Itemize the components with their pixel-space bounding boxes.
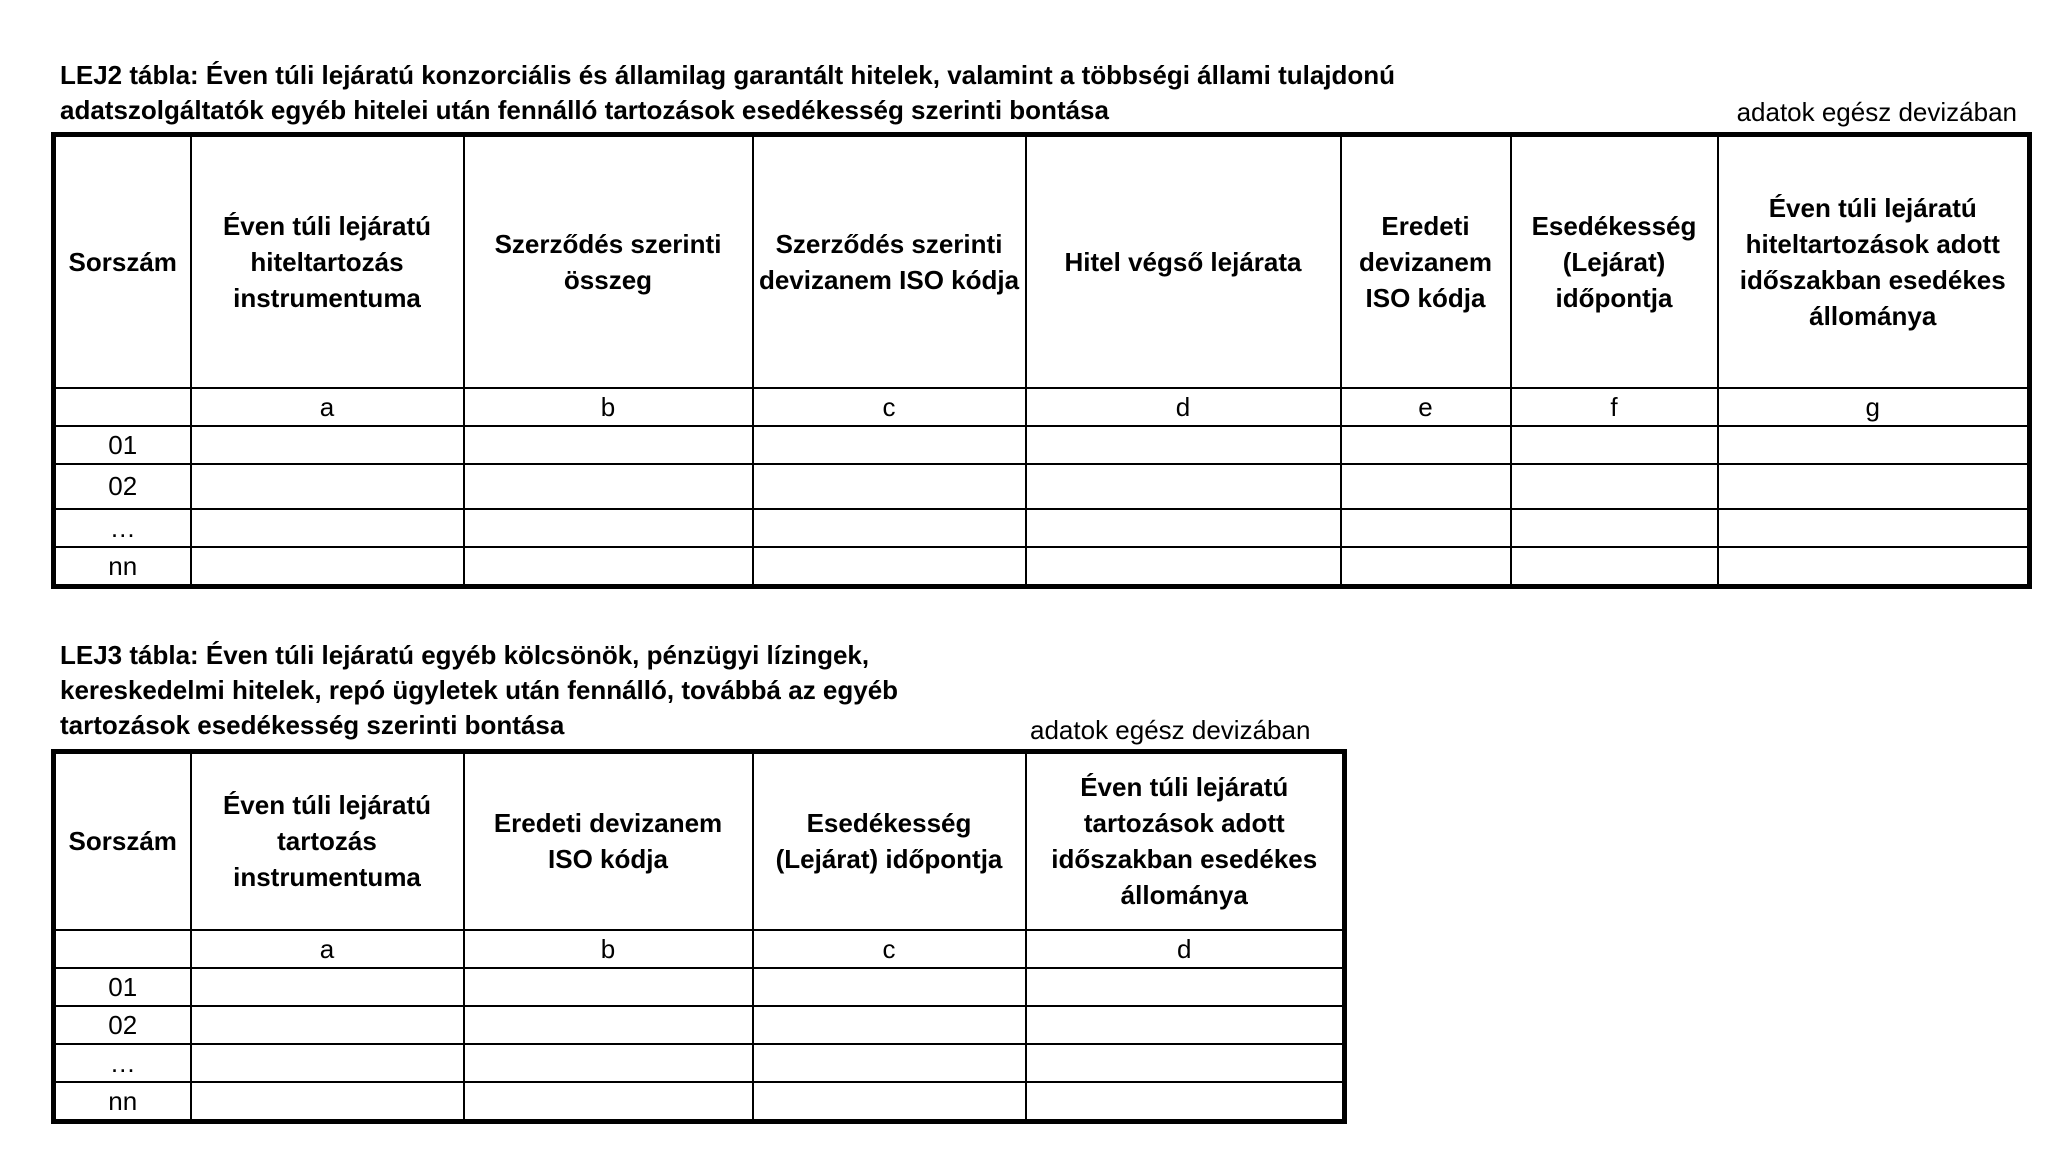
lej2-header-row xyxy=(54,135,2030,388)
lej2-table xyxy=(51,132,2032,589)
data-cell[interactable] xyxy=(753,1044,1026,1082)
data-cell[interactable] xyxy=(464,464,753,509)
lej2-header-vegso-lejarat: Hitel végső lejárata xyxy=(1026,135,1341,388)
data-cell[interactable] xyxy=(1341,547,1511,587)
lej3-title-line3: tartozások esedékesség szerinti bontása xyxy=(60,710,565,740)
row-number: nn xyxy=(54,547,191,587)
lej2-header-allomany: Éven túli lejáratú hiteltartozások adott időszakban esedékes állománya xyxy=(1718,135,2030,388)
row-number: 02 xyxy=(54,464,191,509)
data-cell[interactable] xyxy=(191,509,464,547)
data-cell[interactable] xyxy=(1718,509,2030,547)
lej2-letter-cell: b xyxy=(464,388,753,426)
lej2-header-osszeg: Szerződés szerinti összeg xyxy=(464,135,753,388)
data-cell[interactable] xyxy=(1341,464,1511,509)
data-cell[interactable] xyxy=(1026,1006,1345,1044)
data-cell[interactable] xyxy=(191,968,464,1006)
lej3-header-eredeti-devizanem: Eredeti devizanem ISO kódja xyxy=(464,752,753,930)
lej2-header-sorszam: Sorszám xyxy=(54,135,191,388)
lej3-header-allomany: Éven túli lejáratú tartozások adott időszakban esedékes állománya xyxy=(1026,752,1345,930)
data-cell[interactable] xyxy=(464,1006,753,1044)
table-row xyxy=(54,464,2030,509)
data-cell[interactable] xyxy=(464,509,753,547)
row-number: … xyxy=(54,509,191,547)
lej3-header-sorszam: Sorszám xyxy=(54,752,191,930)
data-cell[interactable] xyxy=(753,968,1026,1006)
lej2-letter-row xyxy=(54,388,2030,426)
lej2-letter-cell: d xyxy=(1026,388,1341,426)
data-cell[interactable] xyxy=(464,968,753,1006)
data-cell[interactable] xyxy=(191,1006,464,1044)
lej2-title-line2: adatszolgáltatók egyéb hitelei után fennálló tartozások esedékesség szerinti bontása xyxy=(60,95,1109,125)
data-cell[interactable] xyxy=(753,464,1026,509)
lej3-header-esedekesseg: Esedékesség (Lejárat) időpontja xyxy=(753,752,1026,930)
data-cell[interactable] xyxy=(1026,509,1341,547)
data-cell[interactable] xyxy=(191,1044,464,1082)
row-number: 01 xyxy=(54,426,191,464)
lej3-letter-cell xyxy=(54,930,191,968)
data-cell[interactable] xyxy=(1718,426,2030,464)
data-cell[interactable] xyxy=(1026,426,1341,464)
lej2-letter-cell xyxy=(54,388,191,426)
data-cell[interactable] xyxy=(753,509,1026,547)
data-cell[interactable] xyxy=(753,547,1026,587)
table-row xyxy=(54,426,2030,464)
table-row xyxy=(54,1044,1345,1082)
data-cell[interactable] xyxy=(191,464,464,509)
lej2-header-szerzodes-devizanem: Szerződés szerinti devizanem ISO kódja xyxy=(753,135,1026,388)
data-cell[interactable] xyxy=(1026,547,1341,587)
data-cell[interactable] xyxy=(191,1082,464,1122)
data-cell[interactable] xyxy=(464,426,753,464)
data-cell[interactable] xyxy=(1026,1044,1345,1082)
lej3-title-line2: kereskedelmi hitelek, repó ügyletek után fennálló, továbbá az egyéb xyxy=(60,675,899,705)
lej2-letter-cell: f xyxy=(1511,388,1718,426)
lej3-header-instrumentum: Éven túli lejáratú tartozás instrumentuma xyxy=(191,752,464,930)
data-cell[interactable] xyxy=(1341,509,1511,547)
lej2-title xyxy=(60,58,1395,128)
data-cell[interactable] xyxy=(191,547,464,587)
lej3-table xyxy=(51,749,1347,1124)
table-row xyxy=(54,1082,1345,1122)
data-cell[interactable] xyxy=(753,1082,1026,1122)
row-number: … xyxy=(54,1044,191,1082)
data-cell[interactable] xyxy=(191,426,464,464)
lej3-letter-row xyxy=(54,930,1345,968)
row-number: 02 xyxy=(54,1006,191,1044)
data-cell[interactable] xyxy=(1511,547,1718,587)
data-cell[interactable] xyxy=(1511,426,1718,464)
data-cell[interactable] xyxy=(1026,968,1345,1006)
lej2-header-instrumentum: Éven túli lejáratú hiteltartozás instrumentuma xyxy=(191,135,464,388)
lej3-title-line1: LEJ3 tábla: Éven túli lejáratú egyéb kölcsönök, pénzügyi lízingek, xyxy=(60,640,870,670)
data-cell[interactable] xyxy=(464,1082,753,1122)
lej2-header-eredeti-devizanem: Eredeti devizanem ISO kódja xyxy=(1341,135,1511,388)
table-row xyxy=(54,968,1345,1006)
data-cell[interactable] xyxy=(1718,464,2030,509)
data-cell[interactable] xyxy=(1026,1082,1345,1122)
lej3-header-row xyxy=(54,752,1345,930)
lej3-unit-note: adatok egész devizában xyxy=(1030,715,1311,745)
data-cell[interactable] xyxy=(1718,547,2030,587)
data-cell[interactable] xyxy=(1511,509,1718,547)
data-cell[interactable] xyxy=(1341,426,1511,464)
data-cell[interactable] xyxy=(464,1044,753,1082)
lej3-letter-cell: b xyxy=(464,930,753,968)
lej2-letter-cell: e xyxy=(1341,388,1511,426)
lej2-title-line1: LEJ2 tábla: Éven túli lejáratú konzorciális és államilag garantált hitelek, valamint a többségi állami tulajdonú xyxy=(60,60,1396,90)
row-number: nn xyxy=(54,1082,191,1122)
lej2-unit-note: adatok egész devizában xyxy=(1736,97,2017,127)
table-row xyxy=(54,1006,1345,1044)
data-cell[interactable] xyxy=(464,547,753,587)
row-number: 01 xyxy=(54,968,191,1006)
data-cell[interactable] xyxy=(753,1006,1026,1044)
table-row xyxy=(54,509,2030,547)
table-row xyxy=(54,547,2030,587)
data-cell[interactable] xyxy=(753,426,1026,464)
data-cell[interactable] xyxy=(1026,464,1341,509)
lej3-letter-cell: c xyxy=(753,930,1026,968)
data-cell[interactable] xyxy=(1511,464,1718,509)
lej3-letter-cell: a xyxy=(191,930,464,968)
lej2-letter-cell: g xyxy=(1718,388,2030,426)
lej3-title xyxy=(60,638,898,743)
lej3-letter-cell: d xyxy=(1026,930,1345,968)
lej2-letter-cell: c xyxy=(753,388,1026,426)
lej2-header-esedekesseg: Esedékesség (Lejárat) időpontja xyxy=(1511,135,1718,388)
lej2-letter-cell: a xyxy=(191,388,464,426)
